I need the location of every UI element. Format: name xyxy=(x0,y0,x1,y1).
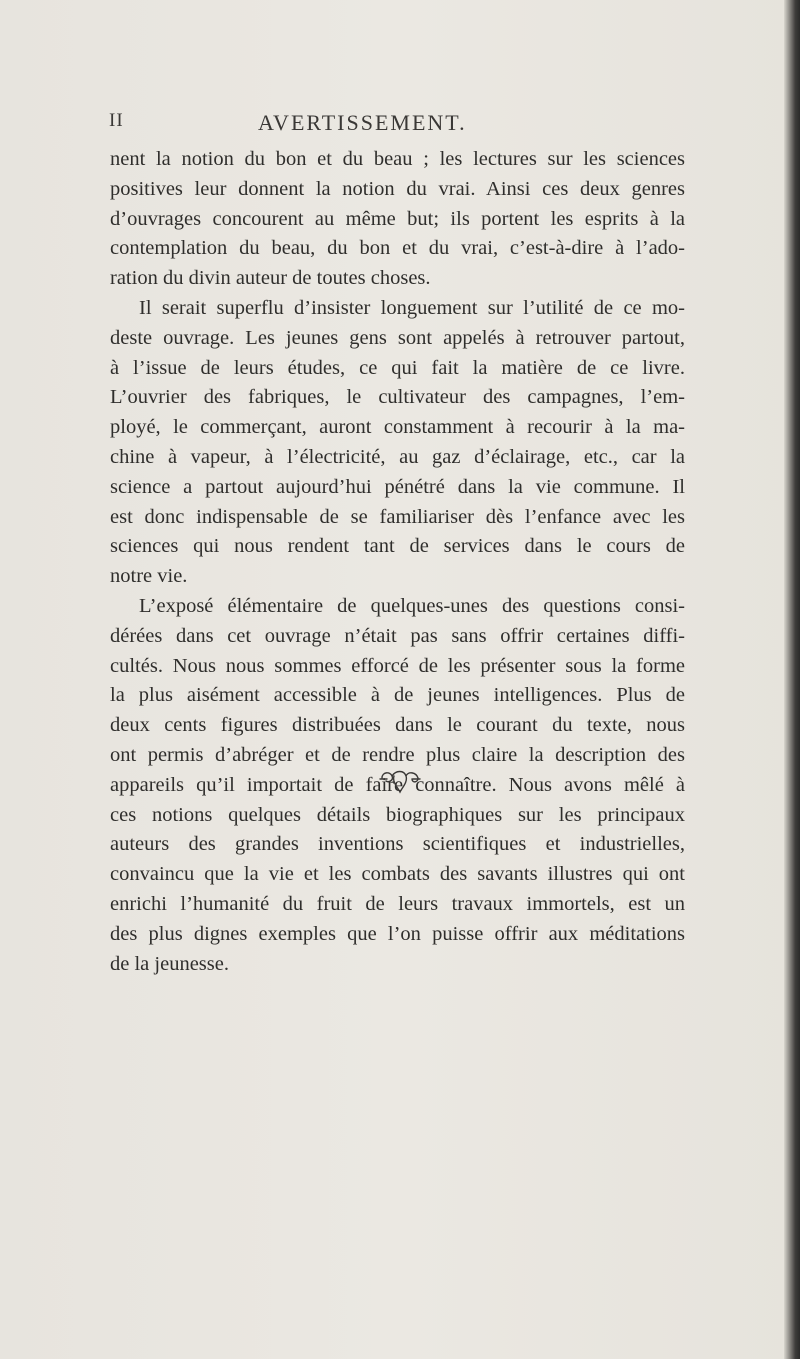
text-line: à l’issue de leurs études, ce qui fait la matière de ce livre. xyxy=(110,356,685,379)
text-line: L’ouvrier des fabriques, le cultivateur des campagnes, l’em- xyxy=(110,386,685,409)
text-line: nent la notion du bon et du beau ; les lectures sur les sciences xyxy=(110,148,685,170)
text-line: ces notions quelques détails biographiques sur les principaux xyxy=(110,803,685,826)
text-line: convaincu que la vie et les combats des savants illustres qui ont xyxy=(110,863,685,886)
text-line: science a partout aujourd’hui pénétré dans la vie commune. Il xyxy=(110,475,685,498)
text-line: auteurs des grandes inventions scientifiques et industrielles, xyxy=(110,833,685,856)
text-line: L’exposé élémentaire de quelques-unes des questions consi- xyxy=(139,594,685,617)
text-line: enrichi l’humanité du fruit de leurs travaux immortels, est un xyxy=(110,892,685,915)
text-line: d’ouvrages concourent au même but; ils portent les esprits à la xyxy=(110,207,685,230)
text-line: notre vie. xyxy=(110,565,188,588)
text-line: dérées dans cet ouvrage n’était pas sans offrir certaines diffi- xyxy=(110,624,685,647)
body-text xyxy=(110,145,685,979)
text-line: positives leur donnent la notion du vrai. Ainsi ces deux genres xyxy=(110,177,685,200)
text-line: chine à vapeur, à l’électricité, au gaz d’éclairage, etc., car la xyxy=(110,445,685,468)
text-line: ration du divin auteur de toutes choses. xyxy=(110,267,431,290)
page-number: II xyxy=(109,110,124,131)
text-line: appareils qu’il importait de faire connaître. Nous avons mêlé à xyxy=(110,773,685,796)
running-head xyxy=(109,110,569,140)
text-line: contemplation du beau, du bon et du vrai, c’est-à-dire à l’ado- xyxy=(110,237,685,260)
text-line: des plus dignes exemples que l’on puisse offrir aux méditations xyxy=(110,922,685,945)
text-line: de la jeunesse. xyxy=(110,952,229,975)
binding-edge xyxy=(784,0,800,1359)
text-line: ont permis d’abréger et de rendre plus claire la description des xyxy=(110,743,685,766)
text-line: cultés. Nous nous sommes efforcé de les présenter sous la forme xyxy=(110,654,685,677)
fleuron-ornament-icon xyxy=(376,766,424,796)
text-line: sciences qui nous rendent tant de services dans le cours de xyxy=(110,535,685,558)
text-line: la plus aisément accessible à de jeunes intelligences. Plus de xyxy=(110,684,685,707)
text-line: ployé, le commerçant, auront constamment à recourir à la ma- xyxy=(110,416,685,439)
text-line: est donc indispensable de se familiariser dès l’enfance avec les xyxy=(110,505,685,528)
text-line: deste ouvrage. Les jeunes gens sont appelés à retrouver partout, xyxy=(110,326,685,349)
text-line: deux cents figures distribuées dans le courant du texte, nous xyxy=(110,714,685,737)
text-line: Il serait superflu d’insister longuement sur l’utilité de ce mo- xyxy=(139,296,685,319)
running-title: AVERTISSEMENT. xyxy=(258,110,467,135)
